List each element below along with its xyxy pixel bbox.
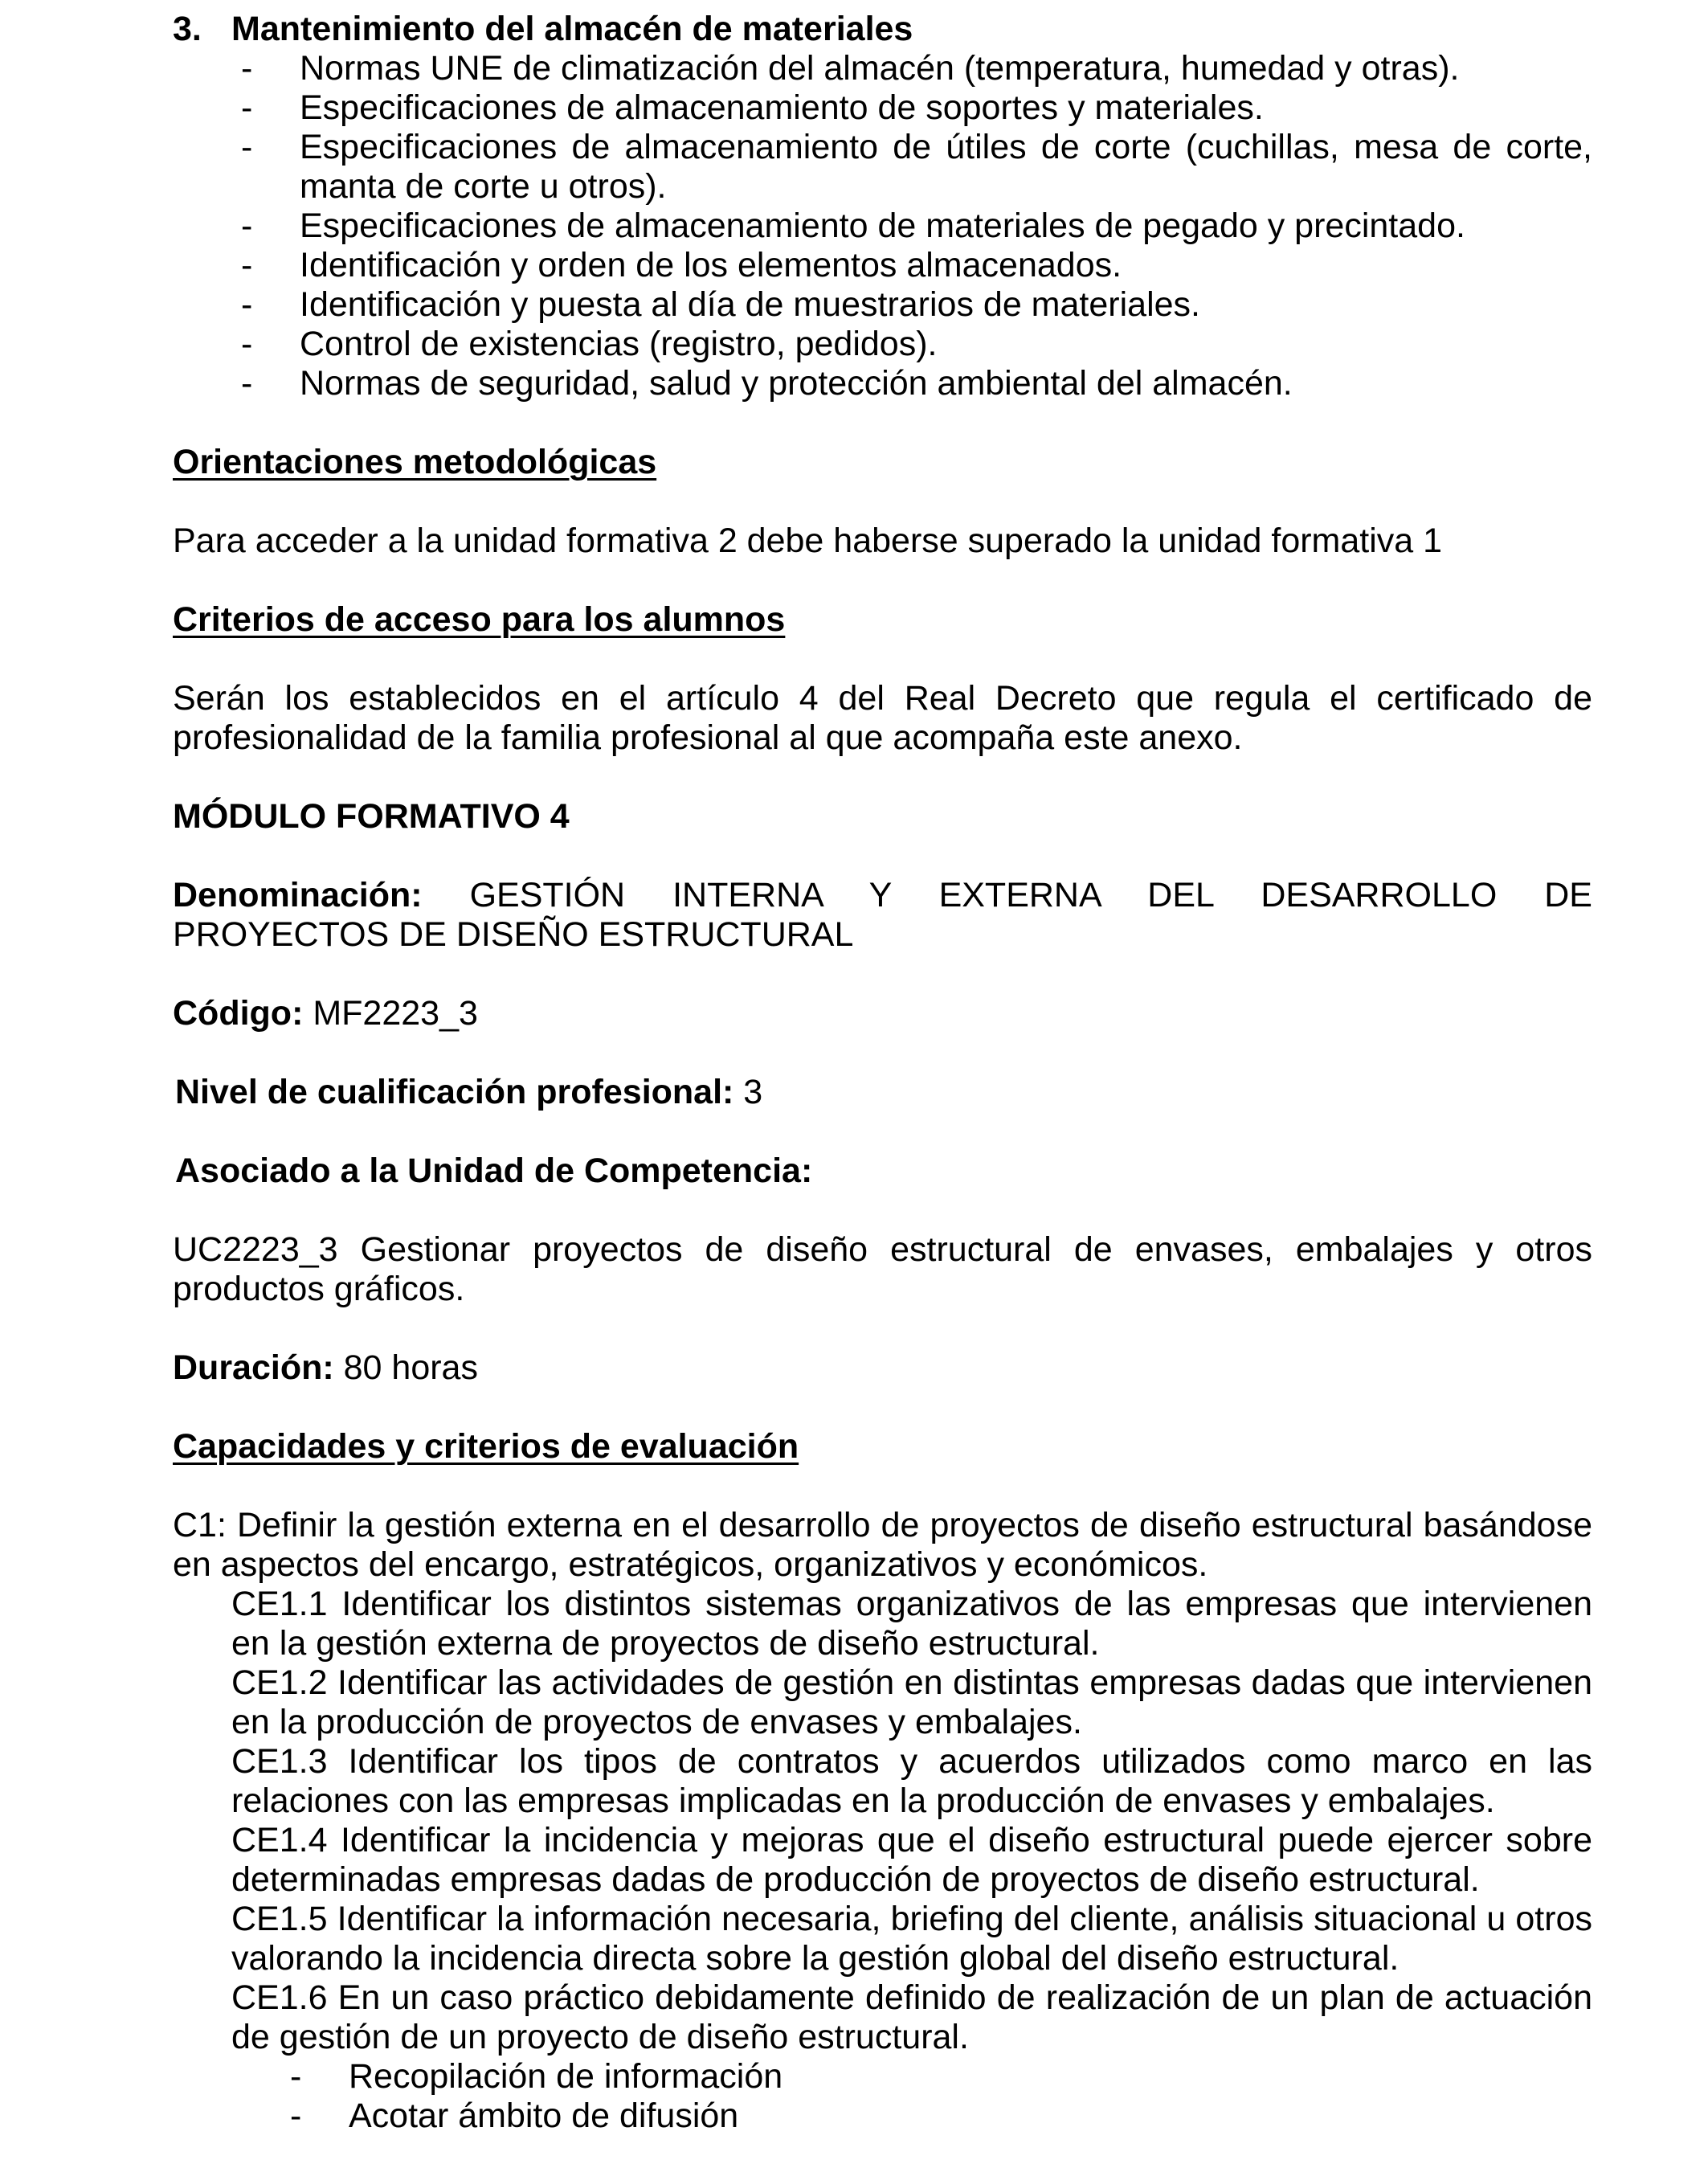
section-3-heading bbox=[173, 10, 1592, 49]
capacidades-heading: Capacidades y criterios de evaluación bbox=[173, 1427, 799, 1466]
list-item bbox=[173, 49, 1592, 88]
document-body bbox=[173, 10, 1592, 2136]
codigo-value: MF2223_3 bbox=[303, 994, 478, 1033]
dash-bullet: - bbox=[290, 2057, 302, 2096]
asociado-label: Asociado a la Unidad de Competencia: bbox=[175, 1152, 813, 1190]
section-number: 3. bbox=[173, 10, 202, 48]
nivel-value: 3 bbox=[733, 1073, 763, 1111]
denominacion-value: GESTIÓN INTERNA Y EXTERNA DEL DESARROLLO DE bbox=[422, 876, 1592, 914]
dash-bullet: - bbox=[241, 207, 253, 245]
list-item bbox=[173, 364, 1592, 403]
duracion-value: 80 horas bbox=[333, 1348, 478, 1387]
list-item bbox=[173, 207, 1592, 246]
list-item bbox=[173, 128, 1592, 207]
list-item-text: Control de existencias (registro, pedidos). bbox=[300, 325, 938, 363]
denominacion-line bbox=[173, 876, 1592, 915]
sub-list-item bbox=[173, 2057, 1592, 2097]
duracion-label: Duración: bbox=[173, 1348, 334, 1387]
dash-bullet: - bbox=[241, 246, 253, 284]
dash-bullet: - bbox=[241, 285, 253, 324]
ce-item: CE1.4 Identificar la incidencia y mejoras que el diseño estructural puede ejercer sobre determinadas empresas dadas de producción de proyectos de diseño estructural. bbox=[231, 1821, 1592, 1899]
list-item-text: Especificaciones de almacenamiento de soportes y materiales. bbox=[300, 88, 1264, 127]
denominacion-label: Denominación: bbox=[173, 876, 423, 914]
ce-item: CE1.3 Identificar los tipos de contratos y acuerdos utilizados como marco en las relaciones con las empresas implicadas en la producción de envases y embalajes. bbox=[231, 1742, 1592, 1820]
list-item-text: Normas UNE de climatización del almacén (temperatura, humedad y otras). bbox=[300, 49, 1460, 88]
sub-list-item bbox=[173, 2097, 1592, 2136]
list-item bbox=[173, 246, 1592, 285]
codigo-line bbox=[173, 994, 1592, 1033]
ce-item: CE1.5 Identificar la información necesaria, briefing del cliente, análisis situacional u otros valorando la incidencia directa sobre la gestión global del diseño estructural. bbox=[231, 1900, 1592, 1978]
dash-bullet: - bbox=[241, 88, 253, 127]
duracion-line bbox=[173, 1348, 1592, 1388]
dash-bullet: - bbox=[241, 325, 253, 363]
modulo-title: MÓDULO FORMATIVO 4 bbox=[173, 797, 570, 836]
dash-bullet: - bbox=[290, 2097, 302, 2135]
dash-bullet: - bbox=[241, 128, 253, 166]
ce-item: CE1.2 Identificar las actividades de gestión en distintas empresas dadas que intervienen en la producción de proyectos de envases y embalajes. bbox=[231, 1663, 1592, 1741]
sub-list-item-text: Recopilación de información bbox=[349, 2057, 783, 2096]
nivel-label: Nivel de cualificación profesional: bbox=[175, 1073, 734, 1111]
criterios-acceso-heading: Criterios de acceso para los alumnos bbox=[173, 600, 786, 639]
list-item-text: Especificaciones de almacenamiento de materiales de pegado y precintado. bbox=[300, 207, 1465, 245]
list-item-text: Normas de seguridad, salud y protección ambiental del almacén. bbox=[300, 364, 1293, 403]
codigo-label: Código: bbox=[173, 994, 304, 1033]
dash-bullet: - bbox=[241, 364, 253, 403]
ce-item: CE1.1 Identificar los distintos sistemas organizativos de las empresas que intervienen en la gestión externa de proyectos de diseño estructural. bbox=[231, 1585, 1592, 1663]
list-item bbox=[173, 88, 1592, 128]
criterios-acceso-text: Serán los establecidos en el artículo 4 del Real Decreto que regula el certificado de profesionalidad de la familia profesional al que acompaña este anexo. bbox=[173, 679, 1592, 757]
ce-item: CE1.6 En un caso práctico debidamente definido de realización de un plan de actuación de gestión de un proyecto de diseño estructural. bbox=[231, 1978, 1592, 2056]
section-title: Mantenimiento del almacén de materiales bbox=[231, 10, 913, 48]
list-item-text: Especificaciones de almacenamiento de útiles de corte (cuchillas, mesa de corte, manta de corte u otros). bbox=[300, 128, 1592, 206]
uc-text: UC2223_3 Gestionar proyectos de diseño estructural de envases, embalajes y otros productos gráficos. bbox=[173, 1230, 1592, 1308]
sub-list-item-text: Acotar ámbito de difusión bbox=[349, 2097, 739, 2135]
orientaciones-text: Para acceder a la unidad formativa 2 debe haberse superado la unidad formativa 1 bbox=[173, 522, 1443, 560]
list-item-text: Identificación y puesta al día de muestrarios de materiales. bbox=[300, 285, 1200, 324]
list-item bbox=[173, 325, 1592, 364]
c1-text: C1: Definir la gestión externa en el desarrollo de proyectos de diseño estructural basándose en aspectos del encargo, estratégicos, organizativos y económicos. bbox=[173, 1506, 1592, 1584]
dash-bullet: - bbox=[241, 49, 253, 88]
orientaciones-heading: Orientaciones metodológicas bbox=[173, 443, 657, 481]
denominacion-line-2: PROYECTOS DE DISEÑO ESTRUCTURAL bbox=[173, 915, 854, 954]
list-item-text: Identificación y orden de los elementos almacenados. bbox=[300, 246, 1122, 284]
list-item bbox=[173, 285, 1592, 325]
nivel-line bbox=[173, 1073, 1592, 1112]
